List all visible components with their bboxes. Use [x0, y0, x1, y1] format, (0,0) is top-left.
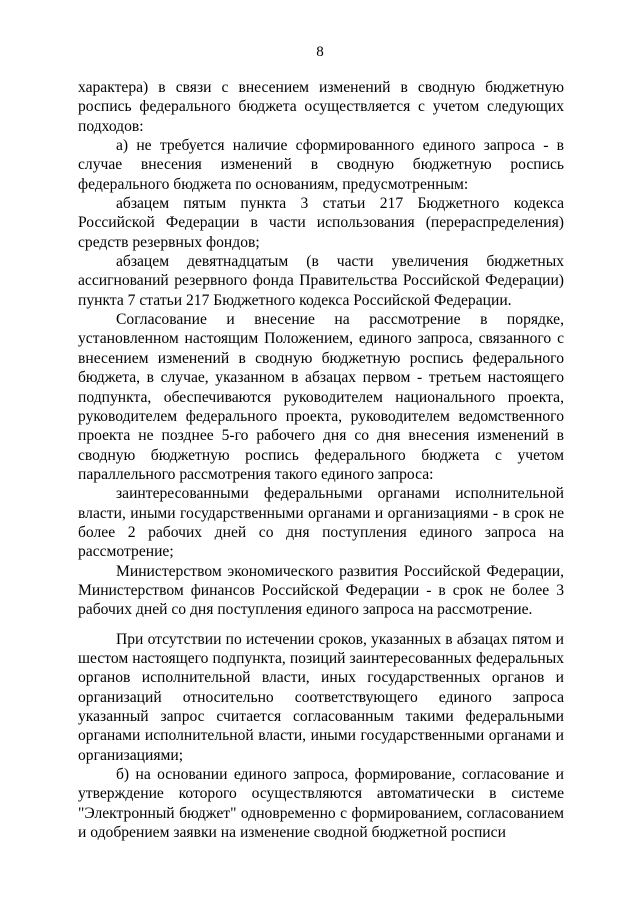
- paragraph-federal-bodies-term: заинтересованными федеральными органами исполнительной власти, иными государственными органами и организациями - в срок не более 2 рабочих дней со дня поступления единого запроса на рассмотрение;: [78, 485, 564, 561]
- document-body: [78, 78, 564, 842]
- paragraph-subpoint-b: б) на основании единого запроса, формирование, согласование и утверждение которого осуществляются автоматически в системе "Электронный бюджет" одновременно с формированием, согласованием и одобрением заявки на изменение сводной бюджетной росписи: [78, 766, 564, 842]
- paragraph-reserve-funds: абзацем пятым пункта 3 статьи 217 Бюджетного кодекса Российской Федерации в части использования (перераспределения) средств резервных фондов;: [78, 195, 564, 251]
- paragraph-reserve-fund-government: абзацем девятнадцатым (в части увеличения бюджетных ассигнований резервного фонда Правительства Российской Федерации) пункта 7 статьи 217 Бюджетного кодекса Российской Федерации.: [78, 253, 564, 309]
- paragraph-subpoint-a: а) не требуется наличие сформированного единого запроса - в случае внесения изменений в сводную бюджетную роспись федерального бюджета по основаниям, предусмотренным:: [78, 137, 564, 193]
- paragraph-continuation: характера) в связи с внесением изменений в сводную бюджетную роспись федерального бюджета осуществляется с учетом следующих подходов:: [78, 79, 564, 135]
- page-number: 8: [316, 44, 324, 60]
- paragraph-approval-procedure: Согласование и внесение на рассмотрение в порядке, установленном настоящим Положением, единого запроса, связанного с внесением изменений в сводную бюджетную роспись федерального бюджета, в случае, указанном в абзацах первом - третьем настоящего подпункта, обеспечиваются руководителем национального проекта, руководителем федерального проекта, руководителем ведомственного проекта не позднее 5-го рабочего дня со дня внесения изменений в сводную бюджетную роспись федерального бюджета с учетом параллельного рассмотрения такого единого запроса:: [78, 311, 564, 483]
- paragraph-deemed-agreed: При отсутствии по истечении сроков, указанных в абзацах пятом и шестом настоящего подпункта, позиций заинтересованных федеральных органов исполнительной власти, иных государственных органов и организаций относительно соответствующего единого запроса указанный запрос считается согласованным такими федеральными органами исполнительной власти, иными государственными органами и организациями;: [78, 630, 564, 764]
- paragraph-ministries-term: Министерством экономического развития Российской Федерации, Министерством финансов Российской Федерации - в срок не более 3 рабочих дней со дня поступления единого запроса на рассмотрение.: [78, 562, 564, 619]
